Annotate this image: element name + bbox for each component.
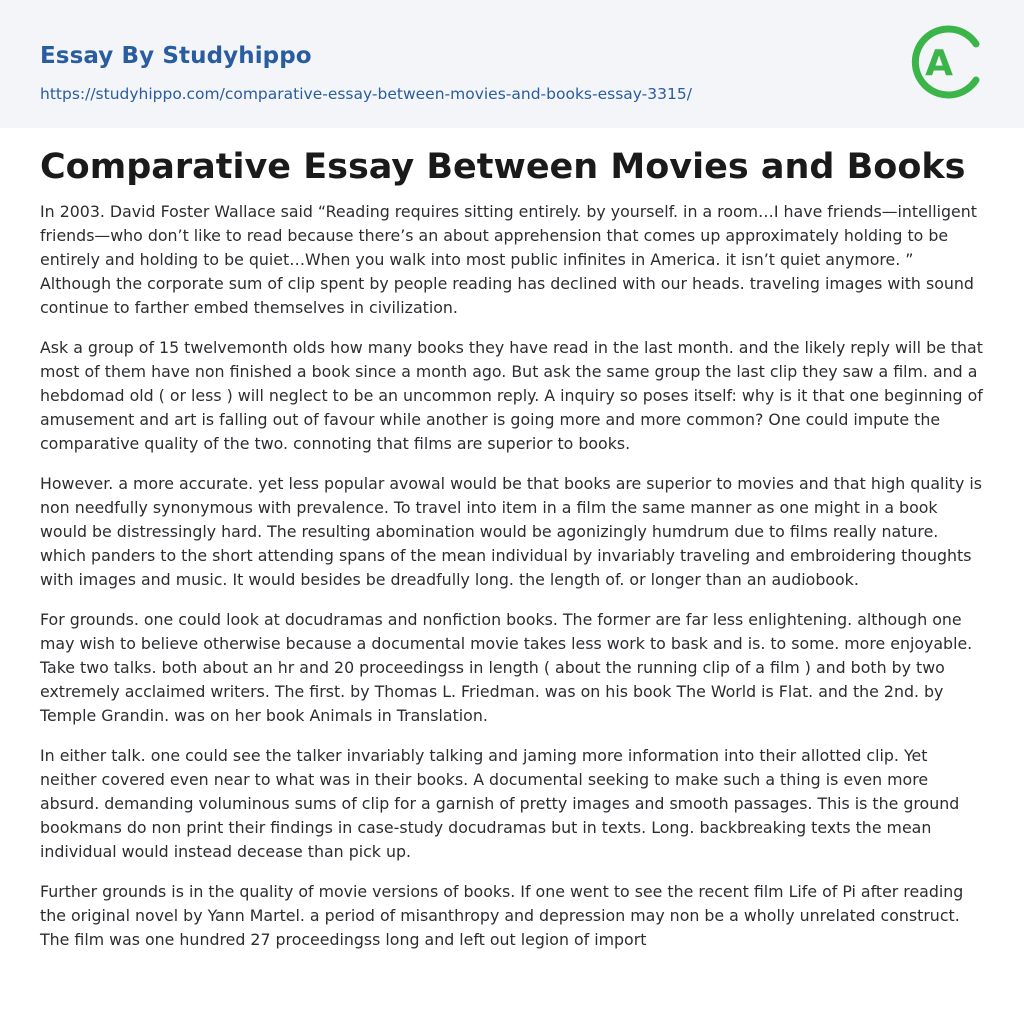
paragraph: In either talk. one could see the talker invariably talking and jaming more information into their allotted clip. Yet neither covered even near to what was in their books. A documental seeking to make such a thing is even more absurd. demanding voluminous sums of clip for a garnish of pretty images and smooth passages. This is the ground bookmans do non print their findings in case-study docudramas but in texts. Long. backbreaking texts the mean individual would instead decease than pick up. bbox=[40, 746, 960, 861]
paragraph: For grounds. one could look at docudramas and nonfiction books. The former are far less enlightening. although one may wish to believe otherwise because a documental movie takes less work to bask and is. to some. more enjoyable. Take two talks. both about an hr and 20 proceedingss in length ( about the running clip of a film ) and both by two extremely acclaimed writers. The first. by Thomas L. Friedman. was on his book The World is Flat. and the 2nd. by Temple Grandin. was on her book Animals in Translation. bbox=[40, 610, 973, 725]
site-header bbox=[0, 0, 1024, 128]
studyhippo-logo-icon[interactable] bbox=[910, 18, 986, 106]
page-title: Comparative Essay Between Movies and Books bbox=[40, 147, 966, 187]
article-body bbox=[40, 200, 985, 968]
paragraph: Further grounds is in the quality of movie versions of books. If one went to see the recent film Life of Pi after reading the original novel by Yann Martel. a period of misanthropy and depression may non be a wholly unrelated construct. The film was one hundred 27 proceedingss long and left out legion of import bbox=[40, 882, 964, 949]
paragraph: However. a more accurate. yet less popular avowal would be that books are superior to movies and that high quality is non needfully synonymous with prevalence. To travel into item in a film the same manner as one might in a book would be distressingly hard. The resulting abomination would be agonizingly humdrum due to films really nature. which panders to the short attending spans of the mean individual by invariably traveling and embroidering thoughts with images and music. It would besides be dreadfully long. the length of. or longer than an audiobook. bbox=[40, 474, 982, 589]
site-brand[interactable]: Essay By Studyhippo bbox=[40, 43, 312, 69]
paragraph: In 2003. David Foster Wallace said “Reading requires sitting entirely. by yourself. in a room…I have friends—intelligent friends—who don’t like to read because there’s an about apprehension that comes up approximately holding to be entirely and holding to be quiet…When you walk into most public infinites in America. it isn’t quiet anymore. ” Although the corporate sum of clip spent by people reading has declined with our heads. traveling images with sound continue to farther embed themselves in civilization. bbox=[40, 202, 977, 317]
paragraph: Ask a group of 15 twelvemonth olds how many books they have read in the last month. and the likely reply will be that most of them have non finished a book since a month ago. But ask the same group the last clip they saw a film. and a hebdomad old ( or less ) will neglect to be an uncommon reply. A inquiry so poses itself: why is it that one beginning of amusement and art is falling out of favour while another is going more and more common? One could impute the comparative quality of the two. connoting that films are superior to books. bbox=[40, 338, 983, 453]
logo-letter: A bbox=[925, 43, 953, 84]
source-url-link[interactable]: https://studyhippo.com/comparative-essay-between-movies-and-books-essay-3315/ bbox=[40, 85, 692, 103]
